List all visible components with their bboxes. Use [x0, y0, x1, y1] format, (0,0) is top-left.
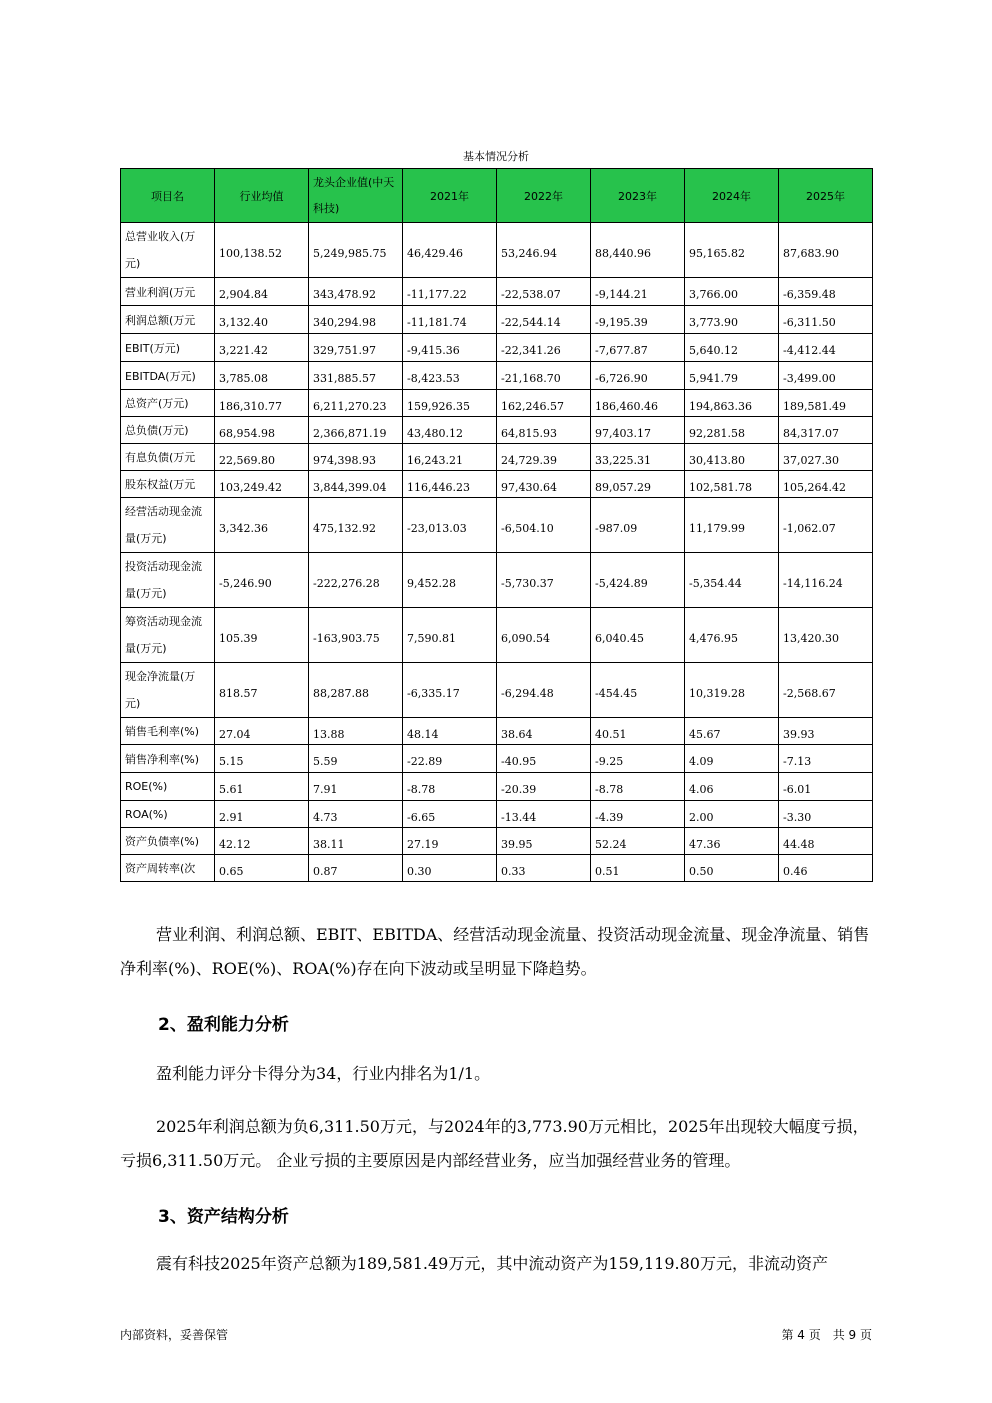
table-cell: 27.04 — [215, 718, 309, 745]
table-cell: -3.30 — [779, 801, 873, 828]
table-cell: -454.45 — [591, 663, 685, 718]
table-cell: -22,341.26 — [497, 334, 591, 362]
table-cell: 5,941.79 — [685, 362, 779, 390]
row-label: 资产负债率(%) — [121, 828, 215, 855]
table-cell: 0.87 — [309, 855, 403, 882]
table-cell: 818.57 — [215, 663, 309, 718]
header-cell: 2021年 — [403, 169, 497, 223]
row-label: EBITDA(万元) — [121, 362, 215, 390]
table-cell: 0.50 — [685, 855, 779, 882]
table-cell: -5,730.37 — [497, 553, 591, 608]
table-cell: 3,766.00 — [685, 278, 779, 306]
table-cell: 47.36 — [685, 828, 779, 855]
row-label: 资产周转率(次 — [121, 855, 215, 882]
table-cell: -9,415.36 — [403, 334, 497, 362]
table-cell: 37,027.30 — [779, 444, 873, 471]
table-cell: 88,287.88 — [309, 663, 403, 718]
table-row — [121, 471, 873, 498]
table-cell: -6,504.10 — [497, 498, 591, 553]
section-heading-asset-structure: 3、资产结构分析 — [158, 1207, 289, 1227]
table-cell: 13.88 — [309, 718, 403, 745]
table-cell: 97,430.64 — [497, 471, 591, 498]
table-row — [121, 553, 873, 608]
table-cell: 40.51 — [591, 718, 685, 745]
table-cell: 0.33 — [497, 855, 591, 882]
summary-paragraph: 营业利润、利润总额、EBIT、EBITDA、经营活动现金流量、投资活动现金流量、现金净流量、销售净利率(%)、ROE(%)、ROA(%)存在向下波动或呈明显下降趋势。 — [120, 925, 870, 978]
table-row — [121, 663, 873, 718]
table-cell: 2.91 — [215, 801, 309, 828]
table-cell: -5,424.89 — [591, 553, 685, 608]
table-cell: 95,165.82 — [685, 223, 779, 278]
table-row — [121, 278, 873, 306]
basic-analysis-table — [120, 168, 873, 882]
asset-structure-paragraph: 震有科技2025年资产总额为189,581.49万元，其中流动资产为159,119.80万元，非流动资产 — [156, 1254, 828, 1273]
table-cell: -1,062.07 — [779, 498, 873, 553]
table-row — [121, 223, 873, 278]
table-row — [121, 828, 873, 855]
table-cell: 52.24 — [591, 828, 685, 855]
row-label: 营业利润(万元 — [121, 278, 215, 306]
table-cell: 0.30 — [403, 855, 497, 882]
table-cell: -6,311.50 — [779, 306, 873, 334]
table-cell: 46,429.46 — [403, 223, 497, 278]
table-cell: 3,132.40 — [215, 306, 309, 334]
table-cell: -7.13 — [779, 745, 873, 773]
table-cell: 68,954.98 — [215, 417, 309, 444]
table-cell: -40.95 — [497, 745, 591, 773]
table-cell: 11,179.99 — [685, 498, 779, 553]
table-cell: -987.09 — [591, 498, 685, 553]
table-cell: 3,773.90 — [685, 306, 779, 334]
table-row — [121, 745, 873, 773]
table-cell: 5,249,985.75 — [309, 223, 403, 278]
table-cell: 22,569.80 — [215, 444, 309, 471]
table-cell: -8.78 — [591, 773, 685, 801]
table-cell: 44.48 — [779, 828, 873, 855]
table-cell: 39.95 — [497, 828, 591, 855]
table-cell: 33,225.31 — [591, 444, 685, 471]
table-cell: -20.39 — [497, 773, 591, 801]
table-cell: 6,090.54 — [497, 608, 591, 663]
table-cell: 7.91 — [309, 773, 403, 801]
header-cell: 2024年 — [685, 169, 779, 223]
row-label: 股东权益(万元 — [121, 471, 215, 498]
table-cell: -7,677.87 — [591, 334, 685, 362]
header-cell: 行业均值 — [215, 169, 309, 223]
table-cell: -13.44 — [497, 801, 591, 828]
table-cell: 974,398.93 — [309, 444, 403, 471]
table-cell: 100,138.52 — [215, 223, 309, 278]
row-label: ROE(%) — [121, 773, 215, 801]
table-cell: 3,785.08 — [215, 362, 309, 390]
table-row — [121, 801, 873, 828]
table-cell: -22,538.07 — [497, 278, 591, 306]
table-cell: 39.93 — [779, 718, 873, 745]
table-cell: 0.51 — [591, 855, 685, 882]
table-cell: -22,544.14 — [497, 306, 591, 334]
table-cell: -9,195.39 — [591, 306, 685, 334]
profitability-score-paragraph: 盈利能力评分卡得分为34，行业内排名为1/1。 — [156, 1064, 491, 1083]
table-caption: 基本情况分析 — [463, 150, 529, 163]
header-cell: 项目名 — [121, 169, 215, 223]
row-label: 筹资活动现金流量(万元) — [121, 608, 215, 663]
table-cell: 3,844,399.04 — [309, 471, 403, 498]
table-cell: 103,249.42 — [215, 471, 309, 498]
table-row — [121, 608, 873, 663]
table-cell: 0.46 — [779, 855, 873, 882]
table-cell: 27.19 — [403, 828, 497, 855]
table-cell: 43,480.12 — [403, 417, 497, 444]
table-header-row — [121, 169, 873, 223]
table-row — [121, 855, 873, 882]
table-cell: -11,177.22 — [403, 278, 497, 306]
table-cell: 48.14 — [403, 718, 497, 745]
table-cell: 84,317.07 — [779, 417, 873, 444]
table-cell: 186,310.77 — [215, 390, 309, 417]
table-cell: 329,751.97 — [309, 334, 403, 362]
table-cell: 102,581.78 — [685, 471, 779, 498]
row-label: 总负债(万元) — [121, 417, 215, 444]
table-cell: -9,144.21 — [591, 278, 685, 306]
table-cell: 3,342.36 — [215, 498, 309, 553]
table-cell: 64,815.93 — [497, 417, 591, 444]
section-heading-profitability: 2、盈利能力分析 — [158, 1015, 289, 1035]
table-cell: 5.61 — [215, 773, 309, 801]
table-row — [121, 498, 873, 553]
table-cell: 88,440.96 — [591, 223, 685, 278]
table-cell: -6,294.48 — [497, 663, 591, 718]
table-cell: 6,040.45 — [591, 608, 685, 663]
table-cell: 159,926.35 — [403, 390, 497, 417]
table-cell: -4.39 — [591, 801, 685, 828]
table-cell: -6,359.48 — [779, 278, 873, 306]
table-cell: -3,499.00 — [779, 362, 873, 390]
row-label: 销售毛利率(%) — [121, 718, 215, 745]
table-row — [121, 390, 873, 417]
row-label: ROA(%) — [121, 801, 215, 828]
row-label: 利润总额(万元 — [121, 306, 215, 334]
table-cell: 6,211,270.23 — [309, 390, 403, 417]
table-cell: 186,460.46 — [591, 390, 685, 417]
table-cell: 475,132.92 — [309, 498, 403, 553]
table-cell: -21,168.70 — [497, 362, 591, 390]
table-cell: 3,221.42 — [215, 334, 309, 362]
table-cell: -6.01 — [779, 773, 873, 801]
table-row — [121, 306, 873, 334]
table-cell: -22.89 — [403, 745, 497, 773]
table-cell: 343,478.92 — [309, 278, 403, 306]
table-body — [121, 223, 873, 882]
table-cell: 24,729.39 — [497, 444, 591, 471]
table-cell: -9.25 — [591, 745, 685, 773]
profit-loss-paragraph: 2025年利润总额为负6,311.50万元，与2024年的3,773.90万元相比，2025年出现较大幅度亏损，亏损6,311.50万元。 企业亏损的主要原因是内部经营业务，应当加强经营业务的管理。 — [120, 1117, 869, 1170]
header-cell: 2023年 — [591, 169, 685, 223]
table-cell: 194,863.36 — [685, 390, 779, 417]
row-label: 有息负债(万元 — [121, 444, 215, 471]
table-cell: 45.67 — [685, 718, 779, 745]
table-cell: -23,013.03 — [403, 498, 497, 553]
row-label: 销售净利率(%) — [121, 745, 215, 773]
table-cell: 116,446.23 — [403, 471, 497, 498]
table-cell: -4,412.44 — [779, 334, 873, 362]
table-cell: 7,590.81 — [403, 608, 497, 663]
table-cell: 340,294.98 — [309, 306, 403, 334]
row-label: EBIT(万元) — [121, 334, 215, 362]
table-cell: -6.65 — [403, 801, 497, 828]
table-cell: 4.06 — [685, 773, 779, 801]
table-cell: -5,246.90 — [215, 553, 309, 608]
table-cell: 13,420.30 — [779, 608, 873, 663]
row-label: 现金净流量(万元) — [121, 663, 215, 718]
table-cell: 87,683.90 — [779, 223, 873, 278]
table-cell: 0.65 — [215, 855, 309, 882]
table-cell: 4.73 — [309, 801, 403, 828]
table-cell: 2.00 — [685, 801, 779, 828]
table-row — [121, 718, 873, 745]
row-label: 总营业收入(万元) — [121, 223, 215, 278]
header-cell: 2025年 — [779, 169, 873, 223]
header-cell: 2022年 — [497, 169, 591, 223]
table-row — [121, 417, 873, 444]
table-cell: 16,243.21 — [403, 444, 497, 471]
table-row — [121, 362, 873, 390]
row-label: 经营活动现金流量(万元) — [121, 498, 215, 553]
table-cell: 38.11 — [309, 828, 403, 855]
table-cell: 162,246.57 — [497, 390, 591, 417]
table-cell: 4,476.95 — [685, 608, 779, 663]
table-cell: -163,903.75 — [309, 608, 403, 663]
table-cell: 2,366,871.19 — [309, 417, 403, 444]
table-cell: 42.12 — [215, 828, 309, 855]
table-cell: -14,116.24 — [779, 553, 873, 608]
table-cell: -6,726.90 — [591, 362, 685, 390]
row-label: 总资产(万元) — [121, 390, 215, 417]
table-cell: 5.59 — [309, 745, 403, 773]
table-cell: 5.15 — [215, 745, 309, 773]
table-cell: -222,276.28 — [309, 553, 403, 608]
table-cell: -8,423.53 — [403, 362, 497, 390]
footer-left: 内部资料，妥善保管 — [120, 1328, 229, 1342]
table-cell: 5,640.12 — [685, 334, 779, 362]
table-cell: 105.39 — [215, 608, 309, 663]
table-cell: 9,452.28 — [403, 553, 497, 608]
table-cell: 97,403.17 — [591, 417, 685, 444]
table-cell: -6,335.17 — [403, 663, 497, 718]
table-row — [121, 444, 873, 471]
table-cell: 2,904.84 — [215, 278, 309, 306]
table-row — [121, 773, 873, 801]
table-cell: -2,568.67 — [779, 663, 873, 718]
table-cell: 30,413.80 — [685, 444, 779, 471]
footer-page-number: 第 4 页 共 9 页 — [781, 1328, 872, 1342]
table-cell: 4.09 — [685, 745, 779, 773]
table-cell: 38.64 — [497, 718, 591, 745]
table-cell: 53,246.94 — [497, 223, 591, 278]
table-cell: 92,281.58 — [685, 417, 779, 444]
table-cell: -8.78 — [403, 773, 497, 801]
table-row — [121, 334, 873, 362]
table-cell: 189,581.49 — [779, 390, 873, 417]
table-cell: 89,057.29 — [591, 471, 685, 498]
header-cell: 龙头企业值(中天科技) — [309, 169, 403, 223]
row-label: 投资活动现金流量(万元) — [121, 553, 215, 608]
table-cell: -11,181.74 — [403, 306, 497, 334]
table-cell: -5,354.44 — [685, 553, 779, 608]
table-cell: 10,319.28 — [685, 663, 779, 718]
table-cell: 331,885.57 — [309, 362, 403, 390]
table-cell: 105,264.42 — [779, 471, 873, 498]
